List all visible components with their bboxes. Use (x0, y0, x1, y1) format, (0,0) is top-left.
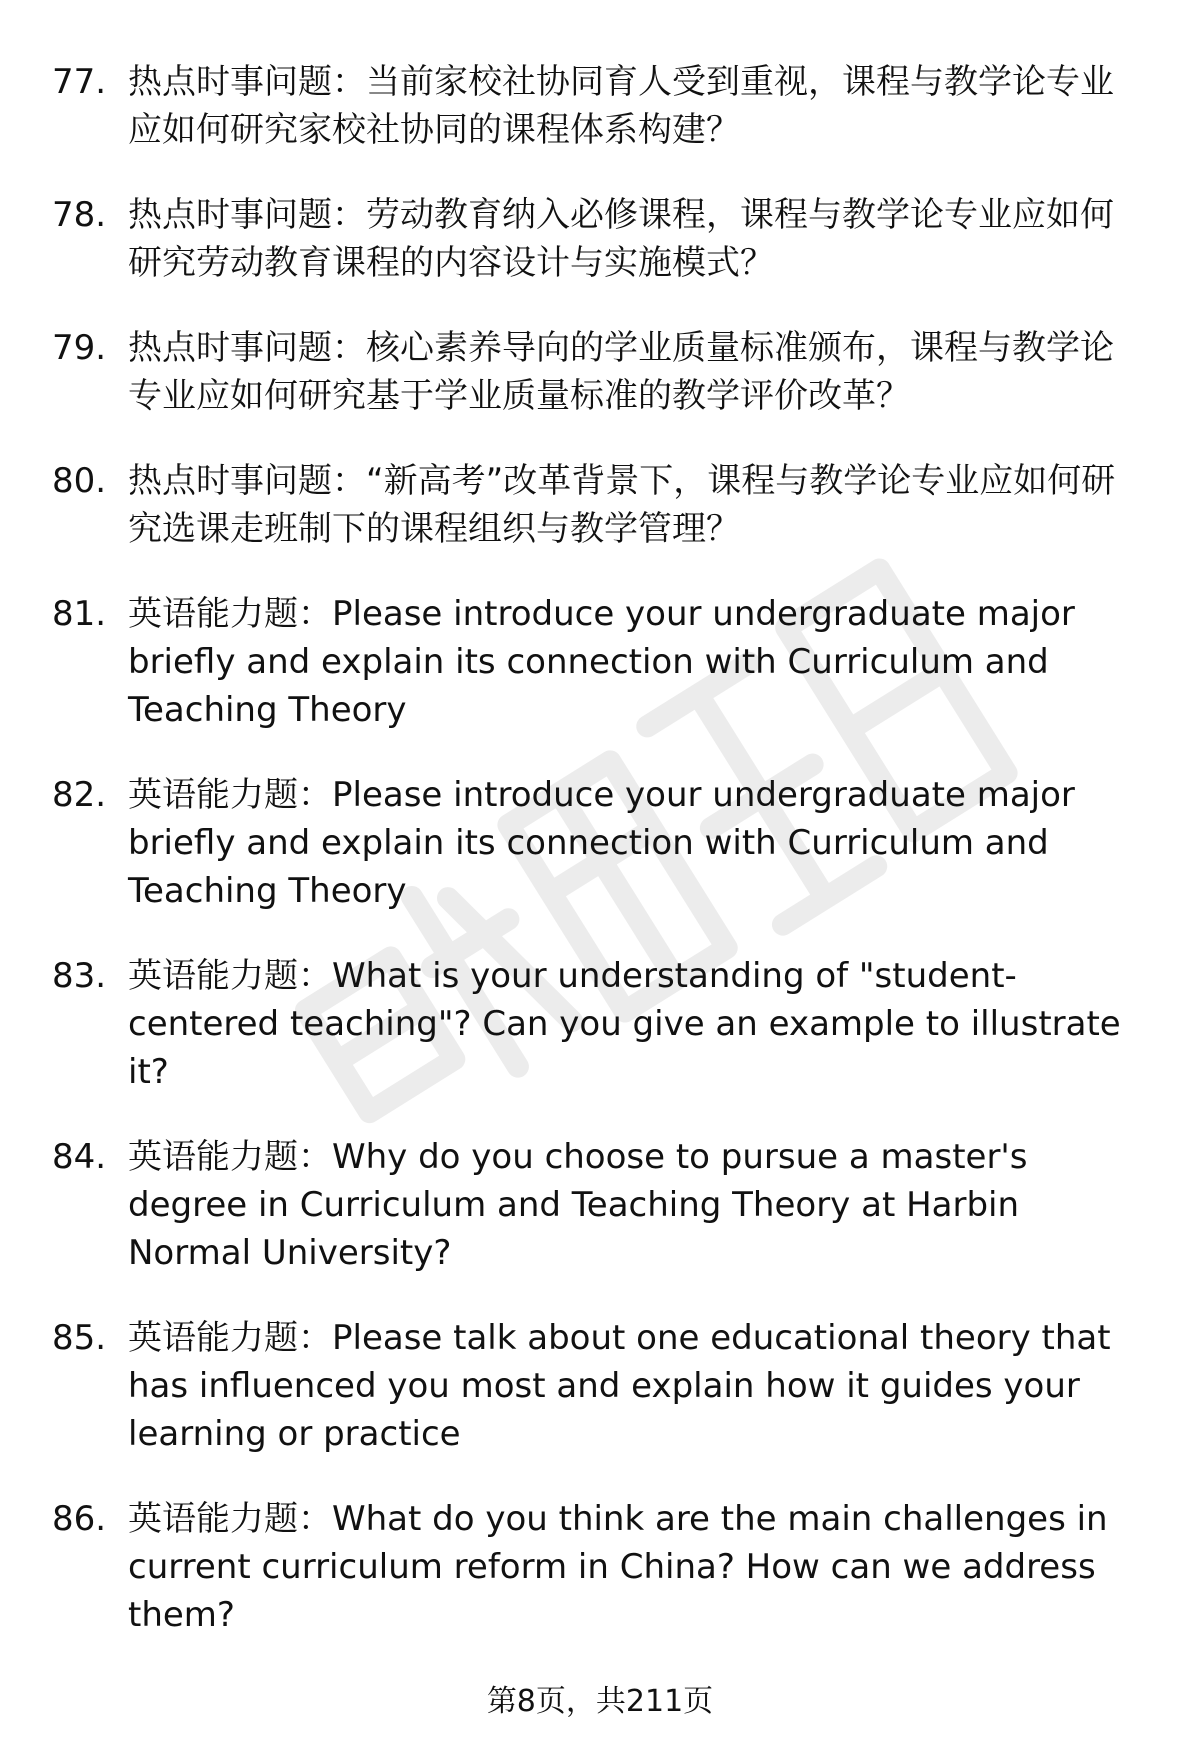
question-number: 83. (52, 956, 107, 996)
page-footer: 第8页，共211页 (486, 1684, 714, 1719)
question-item (0, 590, 1200, 734)
question-number: 80. (52, 461, 107, 501)
question-number: 86. (52, 1499, 107, 1539)
question-text: 英语能力题：What do you think are the main challenges in current curriculum reform in China? How can we address them? (128, 1499, 1108, 1635)
question-item (0, 1495, 1200, 1639)
question-text: 英语能力题：What is your understanding of "student-centered teaching"? Can you give an example to illustrate it? (128, 956, 1121, 1092)
question-list (0, 58, 1200, 1676)
question-number: 85. (52, 1318, 107, 1358)
question-item (0, 1133, 1200, 1277)
question-number: 79. (52, 328, 107, 368)
question-number: 77. (52, 62, 107, 102)
question-item (0, 1314, 1200, 1458)
question-item (0, 191, 1200, 287)
question-item (0, 952, 1200, 1096)
question-text: 热点时事问题：当前家校社协同育人受到重视，课程与教学论专业应如何研究家校社协同的课程体系构建？ (128, 62, 1114, 150)
question-number: 84. (52, 1137, 107, 1177)
question-item (0, 58, 1200, 154)
question-number: 81. (52, 594, 107, 634)
question-text: 英语能力题：Please talk about one educational theory that has influenced you most and explain how it guides your learning or practice (128, 1318, 1111, 1454)
question-text: 热点时事问题：“新高考”改革背景下，课程与教学论专业应如何研究选课走班制下的课程组织与教学管理？ (128, 461, 1116, 549)
question-text: 热点时事问题：核心素养导向的学业质量标准颁布，课程与教学论专业应如何研究基于学业质量标准的教学评价改革？ (128, 328, 1114, 416)
question-number: 78. (52, 195, 107, 235)
question-number: 82. (52, 775, 107, 815)
question-item (0, 324, 1200, 420)
question-item (0, 457, 1200, 553)
question-text: 英语能力题：Why do you choose to pursue a master's degree in Curriculum and Teaching Theory at Harbin Normal University? (128, 1137, 1028, 1273)
question-text: 英语能力题：Please introduce your undergraduate major briefly and explain its connection with Curriculum and Teaching Theory (128, 775, 1075, 911)
question-text: 热点时事问题：劳动教育纳入必修课程，课程与教学论专业应如何研究劳动教育课程的内容设计与实施模式？ (128, 195, 1114, 283)
question-item (0, 771, 1200, 915)
question-text: 英语能力题：Please introduce your undergraduate major briefly and explain its connection with Curriculum and Teaching Theory (128, 594, 1075, 730)
